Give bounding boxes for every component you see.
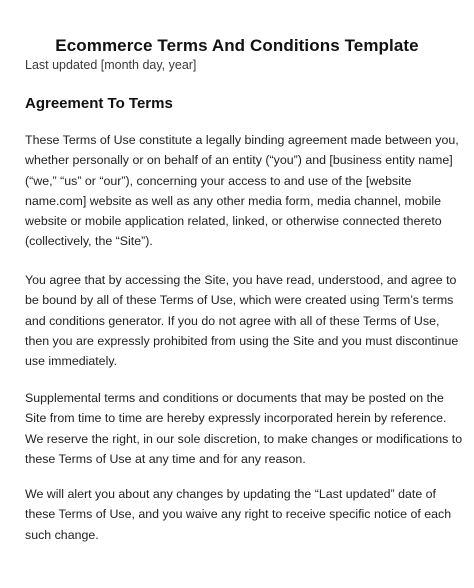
paragraph-line: be bound by all of these Terms of Use, which were created using Term’s terms (25, 293, 454, 308)
paragraph-line: You agree that by accessing the Site, you have read, understood, and agree to (25, 273, 457, 287)
paragraph-line: (collectively, the “Site”). (25, 234, 153, 249)
paragraph-3 (25, 388, 465, 469)
paragraph-line: website or mobile application related, linked, or otherwise connected thereto (25, 214, 442, 229)
paragraph-line: these Terms of Use at any time and for any reason. (25, 451, 306, 466)
paragraph-4 (25, 484, 465, 545)
paragraph-line: such change. (25, 527, 99, 542)
paragraph-line: and conditions generator. If you do not agree with all of these Terms of Use, (25, 313, 440, 328)
paragraph-line: These Terms of Use constitute a legally binding agreement made between you, (25, 133, 459, 147)
paragraph-line: We reserve the right, in our sole discretion, to make changes or modifications to (25, 431, 463, 446)
paragraph-line: use immediately. (25, 354, 118, 369)
paragraph-line: Supplemental terms and conditions or documents that may be posted on the (25, 391, 444, 405)
paragraph-line: We will alert you about any changes by updating the “Last updated” date of (25, 487, 436, 501)
paragraph-2 (25, 270, 465, 371)
paragraph-line: these Terms of Use, and you waive any right to receive specific notice of each (25, 507, 452, 522)
last-updated-text: Last updated [month day, year] (25, 58, 197, 72)
paragraph-line: then you are expressly prohibited from using the Site and you must discontinue (25, 333, 459, 348)
section-heading: Agreement To Terms (25, 95, 173, 112)
document-title: Ecommerce Terms And Conditions Template (55, 36, 419, 55)
paragraph-line: name.com] website as well as any other media form, media channel, mobile (25, 193, 441, 208)
paragraph-line: whether personally or on behalf of an entity (“you”) and [business entity name] (25, 153, 453, 168)
paragraph-line: (“we,” “us” or “our”), concerning your access to and use of the [website (25, 173, 412, 188)
paragraph-1 (25, 130, 465, 252)
paragraph-line: Site from time to time are hereby expressly incorporated herein by reference. (25, 411, 447, 426)
